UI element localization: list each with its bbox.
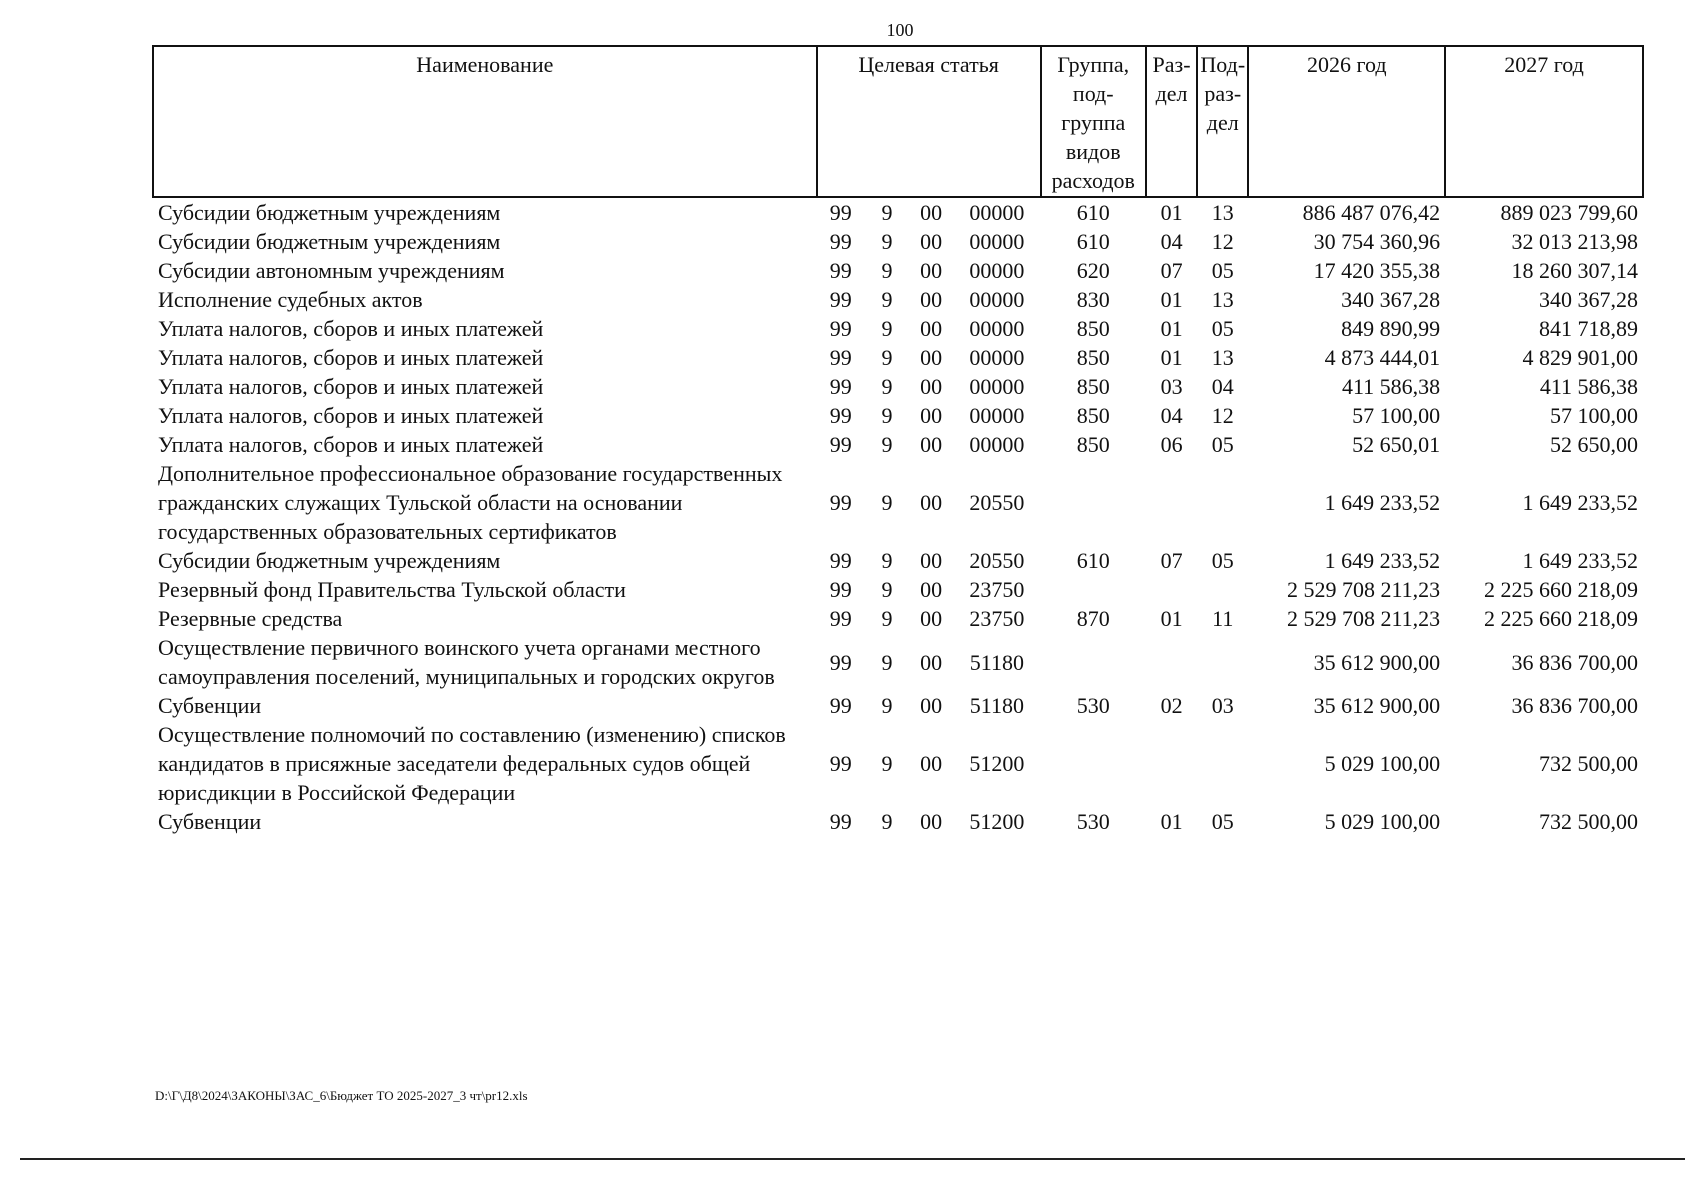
cell-subsection: 12 <box>1211 229 1234 254</box>
cell-amount-2027: 36 836 700,00 <box>1511 649 1638 675</box>
table-row <box>153 720 1643 807</box>
table-row <box>153 575 1643 604</box>
cell-expense-group: 870 <box>1076 606 1110 631</box>
cell-target-program: 99 <box>829 606 852 631</box>
cell-subsection: 12 <box>1211 403 1234 428</box>
cell-target-subprogram: 9 <box>881 548 893 573</box>
cell-target-code: 51200 <box>969 809 1025 834</box>
cell-expense-group: 830 <box>1076 287 1110 312</box>
cell-section: 07 <box>1160 258 1183 283</box>
cell-section: 03 <box>1160 374 1183 399</box>
header-row <box>153 46 1643 197</box>
header-section: Раз- дел <box>1146 46 1197 197</box>
cell-expense-group <box>1041 720 1146 807</box>
cell-target-direction: 00 <box>920 606 943 631</box>
cell-target-program: 99 <box>829 258 852 283</box>
cell-subsection: 13 <box>1211 200 1234 225</box>
table-row <box>153 604 1643 633</box>
cell-target-code: 00000 <box>969 258 1025 283</box>
cell-expense-group <box>1041 575 1146 604</box>
cell-section: 07 <box>1160 548 1183 573</box>
cell-amount-2027: 52 650,00 <box>1550 432 1638 457</box>
cell-amount-2026: 411 586,38 <box>1341 374 1441 399</box>
table-row <box>153 633 1643 691</box>
cell-section: 01 <box>1160 287 1183 312</box>
cell-amount-2027: 4 829 901,00 <box>1522 345 1638 370</box>
cell-section: 06 <box>1160 432 1183 457</box>
cell-name: Субвенции <box>158 693 262 718</box>
cell-name: Субвенции <box>158 809 262 834</box>
file-path: D:\Г\Д8\2024\ЗАКОНЫ\ЗАС_6\Бюджет ТО 2025-2027_3 чт\pr12.xls <box>155 1088 528 1103</box>
cell-amount-2026: 1 649 233,52 <box>1324 548 1441 573</box>
cell-section: 02 <box>1160 693 1183 718</box>
cell-target-subprogram: 9 <box>881 649 893 675</box>
cell-target-program: 99 <box>829 548 852 573</box>
cell-name: Субсидии автономным учреждениям <box>158 258 505 283</box>
cell-expense-group: 850 <box>1076 316 1110 341</box>
cell-amount-2027: 32 013 213,98 <box>1511 229 1638 254</box>
cell-subsection: 05 <box>1211 432 1234 457</box>
cell-target-program: 99 <box>829 649 852 675</box>
cell-target-direction: 00 <box>920 258 943 283</box>
cell-subsection: 13 <box>1211 345 1234 370</box>
cell-name: Субсидии бюджетным учреждениям <box>158 200 501 225</box>
cell-target-direction: 00 <box>920 809 943 834</box>
cell-section: 04 <box>1160 403 1183 428</box>
table-row <box>153 401 1643 430</box>
cell-expense-group: 850 <box>1076 432 1110 457</box>
cell-target-code: 20550 <box>969 548 1025 573</box>
cell-amount-2026: 2 529 708 211,23 <box>1286 577 1441 602</box>
budget-table <box>152 45 1644 836</box>
cell-target-direction: 00 <box>920 693 943 718</box>
cell-amount-2026: 1 649 233,52 <box>1324 490 1441 515</box>
cell-target-program: 99 <box>829 432 852 457</box>
table-row <box>153 314 1643 343</box>
header-year-2026: 2026 год <box>1248 46 1445 197</box>
cell-target-program: 99 <box>829 751 852 776</box>
cell-subsection: 04 <box>1211 374 1234 399</box>
cell-target-code: 00000 <box>969 229 1025 254</box>
cell-subsection: 13 <box>1211 287 1234 312</box>
cell-expense-group: 850 <box>1076 403 1110 428</box>
cell-amount-2027: 889 023 799,60 <box>1500 200 1638 225</box>
cell-subsection: 03 <box>1211 693 1234 718</box>
table-row <box>153 227 1643 256</box>
cell-section: 04 <box>1160 229 1183 254</box>
cell-expense-group: 530 <box>1076 693 1110 718</box>
cell-amount-2026: 17 420 355,38 <box>1313 258 1441 283</box>
cell-target-subprogram: 9 <box>881 490 893 515</box>
cell-name: Уплата налогов, сборов и иных платежей <box>158 316 544 341</box>
cell-name: Осуществление полномочий по составлению (изменению) списков кандидатов в присяжные заседатели федеральных судов общей юрисдикции в Российской Федерации <box>158 722 786 805</box>
cell-target-code: 51180 <box>969 693 1024 718</box>
cell-target-program: 99 <box>829 693 852 718</box>
table-row <box>153 197 1643 227</box>
cell-amount-2027: 841 718,89 <box>1539 316 1638 341</box>
header-expense-group: Группа, под- группа видов расходов <box>1041 46 1146 197</box>
cell-target-code: 00000 <box>969 316 1025 341</box>
cell-target-direction: 00 <box>920 751 943 776</box>
cell-target-program: 99 <box>829 490 852 515</box>
cell-target-subprogram: 9 <box>881 432 893 457</box>
cell-amount-2026: 340 367,28 <box>1341 287 1441 312</box>
cell-expense-group: 530 <box>1076 809 1110 834</box>
table-row <box>153 459 1643 546</box>
cell-subsection: 05 <box>1211 548 1234 573</box>
cell-target-direction: 00 <box>920 548 943 573</box>
cell-target-subprogram: 9 <box>881 693 893 718</box>
cell-target-subprogram: 9 <box>881 258 893 283</box>
cell-expense-group: 850 <box>1076 345 1110 370</box>
table-row <box>153 285 1643 314</box>
cell-expense-group: 610 <box>1076 229 1110 254</box>
cell-amount-2027: 411 586,38 <box>1539 374 1638 399</box>
cell-amount-2026: 52 650,01 <box>1352 432 1441 457</box>
cell-target-program: 99 <box>829 809 852 834</box>
cell-target-subprogram: 9 <box>881 229 893 254</box>
cell-amount-2027: 732 500,00 <box>1539 751 1638 776</box>
cell-subsection <box>1197 633 1248 691</box>
table-body <box>153 197 1643 836</box>
cell-name: Субсидии бюджетным учреждениям <box>158 229 501 254</box>
cell-target-direction: 00 <box>920 490 943 515</box>
cell-target-code: 51200 <box>969 751 1025 776</box>
cell-section <box>1146 459 1197 546</box>
cell-section <box>1146 633 1197 691</box>
cell-target-program: 99 <box>829 577 852 602</box>
cell-subsection: 05 <box>1211 258 1234 283</box>
cell-name: Резервный фонд Правительства Тульской области <box>158 577 626 602</box>
cell-section: 01 <box>1160 809 1183 834</box>
cell-subsection <box>1197 575 1248 604</box>
cell-target-program: 99 <box>829 345 852 370</box>
cell-target-code: 00000 <box>969 200 1025 225</box>
table-row <box>153 372 1643 401</box>
cell-target-code: 20550 <box>969 490 1025 515</box>
cell-expense-group <box>1041 459 1146 546</box>
cell-amount-2026: 5 029 100,00 <box>1324 809 1441 834</box>
cell-amount-2026: 5 029 100,00 <box>1324 751 1441 776</box>
cell-subsection: 05 <box>1211 809 1234 834</box>
cell-amount-2026: 35 612 900,00 <box>1313 693 1441 718</box>
cell-name: Уплата налогов, сборов и иных платежей <box>158 374 544 399</box>
cell-expense-group <box>1041 633 1146 691</box>
cell-amount-2026: 57 100,00 <box>1352 403 1441 428</box>
cell-target-subprogram: 9 <box>881 809 893 834</box>
cell-target-direction: 00 <box>920 229 943 254</box>
cell-amount-2027: 18 260 307,14 <box>1511 258 1638 283</box>
cell-target-code: 00000 <box>969 403 1025 428</box>
cell-amount-2027: 2 225 660 218,09 <box>1484 577 1638 602</box>
table-row <box>153 807 1643 836</box>
cell-target-subprogram: 9 <box>881 345 893 370</box>
cell-target-subprogram: 9 <box>881 577 893 602</box>
table-row <box>153 430 1643 459</box>
cell-amount-2026: 2 529 708 211,23 <box>1286 606 1441 631</box>
cell-amount-2026: 35 612 900,00 <box>1313 649 1441 675</box>
cell-target-direction: 00 <box>920 287 943 312</box>
cell-target-subprogram: 9 <box>881 606 893 631</box>
cell-section: 01 <box>1160 345 1183 370</box>
cell-amount-2027: 57 100,00 <box>1550 403 1638 428</box>
cell-target-subprogram: 9 <box>881 287 893 312</box>
cell-section: 01 <box>1160 316 1183 341</box>
cell-amount-2027: 1 649 233,52 <box>1522 490 1638 515</box>
cell-amount-2026: 849 890,99 <box>1341 316 1441 341</box>
cell-target-direction: 00 <box>920 577 943 602</box>
cell-target-direction: 00 <box>920 403 943 428</box>
cell-amount-2026: 886 487 076,42 <box>1302 200 1441 225</box>
cell-amount-2027: 36 836 700,00 <box>1511 693 1638 718</box>
cell-target-subprogram: 9 <box>881 200 893 225</box>
table-row <box>153 256 1643 285</box>
header-target-article: Целевая статья <box>817 46 1041 197</box>
cell-amount-2027: 2 225 660 218,09 <box>1484 606 1638 631</box>
cell-name: Уплата налогов, сборов и иных платежей <box>158 403 544 428</box>
page-number: 100 <box>886 20 914 40</box>
cell-target-direction: 00 <box>920 200 943 225</box>
table-row <box>153 546 1643 575</box>
cell-name: Уплата налогов, сборов и иных платежей <box>158 345 544 370</box>
cell-name: Уплата налогов, сборов и иных платежей <box>158 432 544 457</box>
cell-target-program: 99 <box>829 316 852 341</box>
table-row <box>153 343 1643 372</box>
cell-section <box>1146 575 1197 604</box>
cell-target-code: 51180 <box>969 649 1024 675</box>
cell-amount-2027: 732 500,00 <box>1539 809 1638 834</box>
cell-amount-2026: 30 754 360,96 <box>1313 229 1441 254</box>
cell-subsection <box>1197 459 1248 546</box>
cell-target-direction: 00 <box>920 649 943 675</box>
cell-amount-2026: 4 873 444,01 <box>1324 345 1441 370</box>
cell-target-code: 23750 <box>969 606 1025 631</box>
cell-amount-2027: 340 367,28 <box>1539 287 1638 312</box>
header-name: Наименование <box>153 46 817 197</box>
cell-target-code: 23750 <box>969 577 1025 602</box>
cell-target-program: 99 <box>829 403 852 428</box>
header-year-2027: 2027 год <box>1445 46 1643 197</box>
cell-target-direction: 00 <box>920 316 943 341</box>
cell-subsection <box>1197 720 1248 807</box>
cell-name: Субсидии бюджетным учреждениям <box>158 548 501 573</box>
cell-target-program: 99 <box>829 200 852 225</box>
cell-expense-group: 850 <box>1076 374 1110 399</box>
cell-target-direction: 00 <box>920 432 943 457</box>
cell-expense-group: 610 <box>1076 548 1110 573</box>
table-row <box>153 691 1643 720</box>
cell-target-program: 99 <box>829 287 852 312</box>
cell-section: 01 <box>1160 606 1183 631</box>
cell-target-subprogram: 9 <box>881 374 893 399</box>
cell-target-subprogram: 9 <box>881 316 893 341</box>
cell-target-direction: 00 <box>920 374 943 399</box>
cell-name: Дополнительное профессиональное образование государственных гражданских служащих Тульской области на основании государственных образовательных сертификатов <box>158 461 783 544</box>
cell-target-direction: 00 <box>920 345 943 370</box>
cell-expense-group: 610 <box>1076 200 1110 225</box>
cell-subsection: 05 <box>1211 316 1234 341</box>
cell-amount-2027: 1 649 233,52 <box>1522 548 1638 573</box>
cell-target-code: 00000 <box>969 432 1025 457</box>
cell-expense-group: 620 <box>1076 258 1110 283</box>
cell-target-program: 99 <box>829 374 852 399</box>
cell-name: Осуществление первичного воинского учета органами местного самоуправления поселений, муниципальных и городских округов <box>158 635 775 689</box>
bottom-rule <box>20 1158 1685 1160</box>
cell-subsection: 11 <box>1212 606 1234 631</box>
cell-section <box>1146 720 1197 807</box>
cell-target-code: 00000 <box>969 374 1025 399</box>
cell-target-subprogram: 9 <box>881 751 893 776</box>
cell-section: 01 <box>1160 200 1183 225</box>
cell-name: Исполнение судебных актов <box>158 287 423 312</box>
cell-target-code: 00000 <box>969 287 1025 312</box>
cell-target-code: 00000 <box>969 345 1025 370</box>
cell-target-subprogram: 9 <box>881 403 893 428</box>
header-subsection: Под- раз- дел <box>1197 46 1248 197</box>
cell-name: Резервные средства <box>158 606 343 631</box>
cell-target-program: 99 <box>829 229 852 254</box>
